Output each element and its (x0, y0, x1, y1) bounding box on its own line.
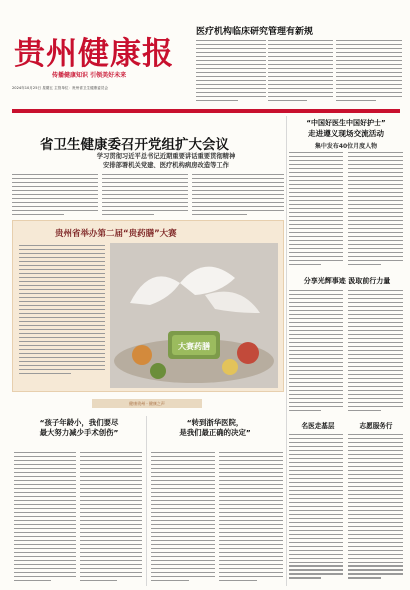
bottom-text-2 (80, 452, 142, 584)
right-text-1a (289, 152, 343, 270)
feature-panel (12, 220, 284, 392)
bottom-text-3 (151, 452, 215, 584)
quote-right-line-1: “转到浙华医院， (186, 418, 244, 427)
dish-label: 大赛药膳 (178, 342, 210, 351)
masthead-rule (12, 109, 400, 113)
lead-subhead-line-1: 学习贯彻习近平总书记近期重要讲话重要贯彻精神 (96, 153, 236, 160)
top-story-text-col-2 (268, 40, 333, 104)
lead-text-col-2 (102, 174, 188, 218)
right-section-3a-title: 名医走基层 (301, 422, 335, 430)
feature-text (19, 245, 105, 385)
top-story-title: 医疗机构临床研究管理有新规 (196, 27, 314, 37)
quote-left-line-2: 最大努力减少手术创伤” (39, 428, 119, 437)
column-divider (286, 116, 287, 586)
quote-right-line-2: 是我们最正确的决定” (179, 428, 251, 437)
masthead-slogan: 传播健康知识 引领美好未来 (52, 72, 127, 79)
lead-text-col-3 (192, 174, 284, 218)
feature-photo (110, 243, 278, 388)
lead-text-col-1 (12, 174, 98, 218)
section-banner: 健康贵州 · 健康之声 (92, 399, 202, 408)
bottom-text-4 (219, 452, 283, 584)
right-text-1b (348, 152, 403, 270)
feature-title: 贵州省举办第二届“贵药膳”大赛 (55, 229, 177, 239)
dish-photo-illustration (110, 243, 278, 388)
lead-headline: 省卫生健康委召开党组扩大会议 (40, 137, 229, 153)
lead-subhead (46, 153, 286, 170)
bottom-text-1 (14, 452, 76, 584)
right-title-1: “中国好医生中国好护士” (306, 119, 386, 127)
right-text-3a (289, 434, 343, 584)
top-story-text-col-3 (336, 40, 402, 104)
bottom-divider (146, 416, 147, 586)
right-subtitle: 集中发布40位月度人物 (314, 143, 378, 150)
right-title-2: 走进遵义现场交流活动 (308, 129, 384, 138)
right-text-2a (289, 290, 343, 414)
issue-line: 2024年10月25日 星期五 主管单位：贵州省卫生健康委员会 (12, 86, 109, 90)
top-story-text-col-1 (196, 40, 266, 104)
right-column (289, 118, 403, 152)
quote-left-line-1: “孩子年龄小，我们要尽 (39, 418, 119, 427)
right-text-3b (348, 434, 403, 584)
masthead-logo: 贵州健康报 (14, 36, 174, 72)
quote-left (14, 418, 144, 438)
right-section-3b-title: 志愿服务行 (359, 422, 393, 430)
right-section-2-title: 分享光辉事迹 汲取前行力量 (303, 277, 391, 285)
right-text-2b (348, 290, 403, 414)
lead-subhead-line-2: 安排部署机关党建、医疗机构病房改造等工作 (103, 161, 229, 169)
quote-right (150, 418, 280, 438)
